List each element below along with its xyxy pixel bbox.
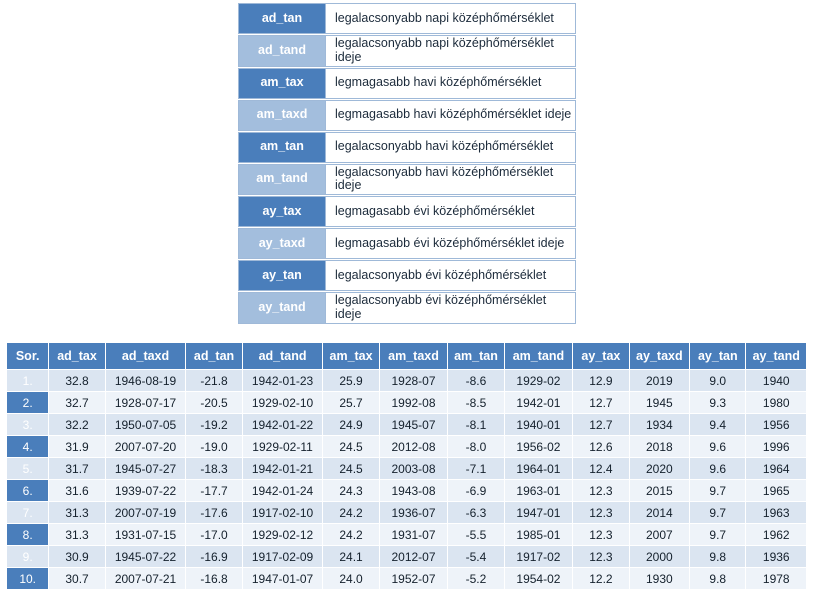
cell-ay_tax: 12.3: [573, 546, 629, 568]
row-index: 10.: [7, 568, 49, 590]
cell-am_tan: -8.6: [448, 370, 504, 392]
table-row: [7, 524, 807, 546]
cell-ad_tand: 1917-02-09: [242, 546, 323, 568]
cell-ad_taxd: 1945-07-27: [105, 458, 186, 480]
row-index: 8.: [7, 524, 49, 546]
legend-row: [238, 68, 576, 99]
cell-am_taxd: 1945-07: [379, 414, 448, 436]
cell-ad_tand: 1929-02-11: [242, 436, 323, 458]
cell-ay_taxd: 2014: [629, 502, 689, 524]
cell-ad_tax: 32.8: [49, 370, 105, 392]
column-header-ad_taxd: ad_taxd: [105, 343, 186, 370]
cell-ad_taxd: 1928-07-17: [105, 392, 186, 414]
row-index: 1.: [7, 370, 49, 392]
legend-description: legmagasabb évi középhőmérséklet ideje: [326, 228, 576, 259]
cell-am_tand: 1956-02: [504, 436, 573, 458]
cell-am_tax: 24.0: [323, 568, 379, 590]
cell-am_tax: 24.3: [323, 480, 379, 502]
cell-am_tax: 24.1: [323, 546, 379, 568]
cell-ay_tax: 12.6: [573, 436, 629, 458]
legend-description: legalacsonyabb évi középhőmérséklet ideje: [326, 292, 576, 324]
cell-am_tand: 1963-01: [504, 480, 573, 502]
cell-ay_taxd: 1945: [629, 392, 689, 414]
cell-am_tand: 1929-02: [504, 370, 573, 392]
cell-ad_tand: 1929-02-10: [242, 392, 323, 414]
column-header-ay_taxd: ay_taxd: [629, 343, 689, 370]
cell-am_tand: 1917-02: [504, 546, 573, 568]
legend-table: [238, 2, 576, 325]
cell-ad_taxd: 1931-07-15: [105, 524, 186, 546]
row-index: 7.: [7, 502, 49, 524]
cell-ay_tax: 12.4: [573, 458, 629, 480]
cell-ay_tand: 1940: [746, 370, 807, 392]
legend-description: legalacsonyabb évi középhőmérséklet: [326, 260, 576, 291]
cell-am_taxd: 2003-08: [379, 458, 448, 480]
cell-ay_tan: 9.8: [690, 568, 746, 590]
legend-table-body: [238, 3, 576, 324]
row-index: 4.: [7, 436, 49, 458]
cell-ay_tan: 9.7: [690, 502, 746, 524]
legend-description: legmagasabb havi középhőmérséklet ideje: [326, 100, 576, 131]
cell-am_tax: 24.2: [323, 524, 379, 546]
cell-ay_taxd: 2019: [629, 370, 689, 392]
legend-description: legmagasabb évi középhőmérséklet: [326, 196, 576, 227]
cell-am_taxd: 2012-07: [379, 546, 448, 568]
cell-am_taxd: 1931-07: [379, 524, 448, 546]
column-header-ad_tax: ad_tax: [49, 343, 105, 370]
data-table-body: [7, 370, 807, 590]
column-header-ay_tan: ay_tan: [690, 343, 746, 370]
table-row: [7, 546, 807, 568]
cell-ay_tan: 9.0: [690, 370, 746, 392]
cell-ad_taxd: 1946-08-19: [105, 370, 186, 392]
legend-row: [238, 100, 576, 131]
cell-ad_tax: 31.3: [49, 502, 105, 524]
cell-ay_tand: 1965: [746, 480, 807, 502]
legend-row: [238, 228, 576, 259]
column-header-am_tan: am_tan: [448, 343, 504, 370]
legend-row: [238, 35, 576, 67]
legend-row: [238, 164, 576, 196]
cell-ad_tand: 1942-01-21: [242, 458, 323, 480]
cell-ad_taxd: 1939-07-22: [105, 480, 186, 502]
cell-ad_tan: -19.2: [186, 414, 242, 436]
cell-am_tan: -7.1: [448, 458, 504, 480]
cell-ay_tan: 9.8: [690, 546, 746, 568]
table-row: [7, 502, 807, 524]
legend-row: [238, 132, 576, 163]
cell-am_tand: 1940-01: [504, 414, 573, 436]
cell-ad_tax: 31.6: [49, 480, 105, 502]
cell-am_tax: 24.5: [323, 436, 379, 458]
table-row: [7, 480, 807, 502]
cell-ay_tax: 12.3: [573, 480, 629, 502]
cell-am_tan: -8.5: [448, 392, 504, 414]
legend-key: ay_tand: [238, 292, 326, 324]
row-index: 3.: [7, 414, 49, 436]
row-index: 9.: [7, 546, 49, 568]
cell-ad_taxd: 2007-07-20: [105, 436, 186, 458]
cell-ay_taxd: 1930: [629, 568, 689, 590]
column-header-sor: Sor.: [7, 343, 49, 370]
cell-ay_tan: 9.6: [690, 436, 746, 458]
cell-ay_tand: 1980: [746, 392, 807, 414]
cell-ad_tan: -16.8: [186, 568, 242, 590]
cell-ad_tan: -20.5: [186, 392, 242, 414]
column-header-ay_tax: ay_tax: [573, 343, 629, 370]
data-table-container: [6, 342, 807, 590]
legend-key: ad_tan: [238, 3, 326, 34]
cell-ay_taxd: 2000: [629, 546, 689, 568]
cell-am_taxd: 1992-08: [379, 392, 448, 414]
cell-ay_taxd: 2020: [629, 458, 689, 480]
cell-ay_taxd: 2007: [629, 524, 689, 546]
cell-ad_tax: 32.2: [49, 414, 105, 436]
legend-description: legalacsonyabb napi középhőmérséklet ideje: [326, 35, 576, 67]
cell-am_tax: 24.2: [323, 502, 379, 524]
cell-ay_tand: 1956: [746, 414, 807, 436]
cell-ad_tan: -18.3: [186, 458, 242, 480]
cell-am_tand: 1947-01: [504, 502, 573, 524]
cell-ad_taxd: 2007-07-21: [105, 568, 186, 590]
cell-ay_tax: 12.9: [573, 370, 629, 392]
legend-key: am_tax: [238, 68, 326, 99]
cell-ay_tax: 12.3: [573, 502, 629, 524]
cell-am_tax: 25.9: [323, 370, 379, 392]
cell-ad_tan: -17.0: [186, 524, 242, 546]
column-header-ay_tand: ay_tand: [746, 343, 807, 370]
legend-description: legalacsonyabb napi középhőmérséklet: [326, 3, 576, 34]
cell-am_tan: -6.3: [448, 502, 504, 524]
legend-key: ay_tax: [238, 196, 326, 227]
legend-description: legalacsonyabb havi középhőmérséklet ideje: [326, 164, 576, 196]
cell-ad_tan: -19.0: [186, 436, 242, 458]
legend-key: am_tand: [238, 164, 326, 196]
cell-ay_tand: 1964: [746, 458, 807, 480]
table-row: [7, 392, 807, 414]
cell-ay_tan: 9.4: [690, 414, 746, 436]
row-index: 2.: [7, 392, 49, 414]
cell-am_tan: -5.5: [448, 524, 504, 546]
cell-ay_tax: 12.7: [573, 392, 629, 414]
cell-am_taxd: 1943-08: [379, 480, 448, 502]
cell-am_tan: -8.1: [448, 414, 504, 436]
cell-ad_taxd: 2007-07-19: [105, 502, 186, 524]
legend-description: legalacsonyabb havi középhőmérséklet: [326, 132, 576, 163]
cell-ad_taxd: 1945-07-22: [105, 546, 186, 568]
row-index: 6.: [7, 480, 49, 502]
header-row: [7, 343, 807, 370]
legend-row: [238, 292, 576, 324]
cell-ad_tand: 1917-02-10: [242, 502, 323, 524]
cell-ad_tan: -17.7: [186, 480, 242, 502]
cell-ad_tax: 31.7: [49, 458, 105, 480]
table-row: [7, 458, 807, 480]
cell-am_taxd: 2012-08: [379, 436, 448, 458]
cell-ay_tand: 1963: [746, 502, 807, 524]
cell-am_tax: 24.5: [323, 458, 379, 480]
cell-ad_tax: 30.9: [49, 546, 105, 568]
legend-key: am_tan: [238, 132, 326, 163]
cell-am_tan: -6.9: [448, 480, 504, 502]
cell-am_tand: 1942-01: [504, 392, 573, 414]
cell-ad_taxd: 1950-07-05: [105, 414, 186, 436]
legend-key: am_taxd: [238, 100, 326, 131]
legend-row: [238, 3, 576, 34]
cell-ad_tax: 30.7: [49, 568, 105, 590]
cell-am_taxd: 1952-07: [379, 568, 448, 590]
cell-ad_tax: 31.3: [49, 524, 105, 546]
cell-ay_taxd: 2015: [629, 480, 689, 502]
cell-ad_tand: 1942-01-23: [242, 370, 323, 392]
table-row: [7, 568, 807, 590]
cell-am_taxd: 1936-07: [379, 502, 448, 524]
cell-am_tand: 1954-02: [504, 568, 573, 590]
cell-am_tand: 1985-01: [504, 524, 573, 546]
column-header-am_tax: am_tax: [323, 343, 379, 370]
legend-key: ay_tan: [238, 260, 326, 291]
row-index: 5.: [7, 458, 49, 480]
cell-am_tax: 25.7: [323, 392, 379, 414]
cell-ay_tan: 9.7: [690, 524, 746, 546]
cell-am_tan: -5.4: [448, 546, 504, 568]
cell-ay_tax: 12.2: [573, 568, 629, 590]
cell-ad_tax: 32.7: [49, 392, 105, 414]
cell-ay_tand: 1978: [746, 568, 807, 590]
legend-table-container: [238, 2, 576, 325]
column-header-am_taxd: am_taxd: [379, 343, 448, 370]
data-table-head: [7, 343, 807, 370]
legend-row: [238, 260, 576, 291]
cell-ay_tax: 12.3: [573, 524, 629, 546]
cell-ad_tan: -16.9: [186, 546, 242, 568]
cell-ay_taxd: 1934: [629, 414, 689, 436]
cell-ad_tand: 1942-01-24: [242, 480, 323, 502]
column-header-ad_tand: ad_tand: [242, 343, 323, 370]
cell-ay_taxd: 2018: [629, 436, 689, 458]
cell-ay_tan: 9.7: [690, 480, 746, 502]
cell-ad_tand: 1947-01-07: [242, 568, 323, 590]
cell-ay_tan: 9.3: [690, 392, 746, 414]
cell-am_taxd: 1928-07: [379, 370, 448, 392]
table-row: [7, 436, 807, 458]
cell-ad_tan: -21.8: [186, 370, 242, 392]
table-row: [7, 414, 807, 436]
cell-ad_tax: 31.9: [49, 436, 105, 458]
legend-key: ay_taxd: [238, 228, 326, 259]
column-header-am_tand: am_tand: [504, 343, 573, 370]
legend-description: legmagasabb havi középhőmérséklet: [326, 68, 576, 99]
cell-ay_tand: 1996: [746, 436, 807, 458]
cell-am_tax: 24.9: [323, 414, 379, 436]
cell-am_tand: 1964-01: [504, 458, 573, 480]
legend-row: [238, 196, 576, 227]
cell-ad_tan: -17.6: [186, 502, 242, 524]
cell-am_tan: -5.2: [448, 568, 504, 590]
cell-ad_tand: 1929-02-12: [242, 524, 323, 546]
legend-key: ad_tand: [238, 35, 326, 67]
cell-ay_tax: 12.7: [573, 414, 629, 436]
cell-ay_tand: 1936: [746, 546, 807, 568]
table-row: [7, 370, 807, 392]
cell-am_tan: -8.0: [448, 436, 504, 458]
column-header-ad_tan: ad_tan: [186, 343, 242, 370]
cell-ay_tan: 9.6: [690, 458, 746, 480]
cell-ay_tand: 1962: [746, 524, 807, 546]
cell-ad_tand: 1942-01-22: [242, 414, 323, 436]
data-table: [6, 342, 807, 590]
